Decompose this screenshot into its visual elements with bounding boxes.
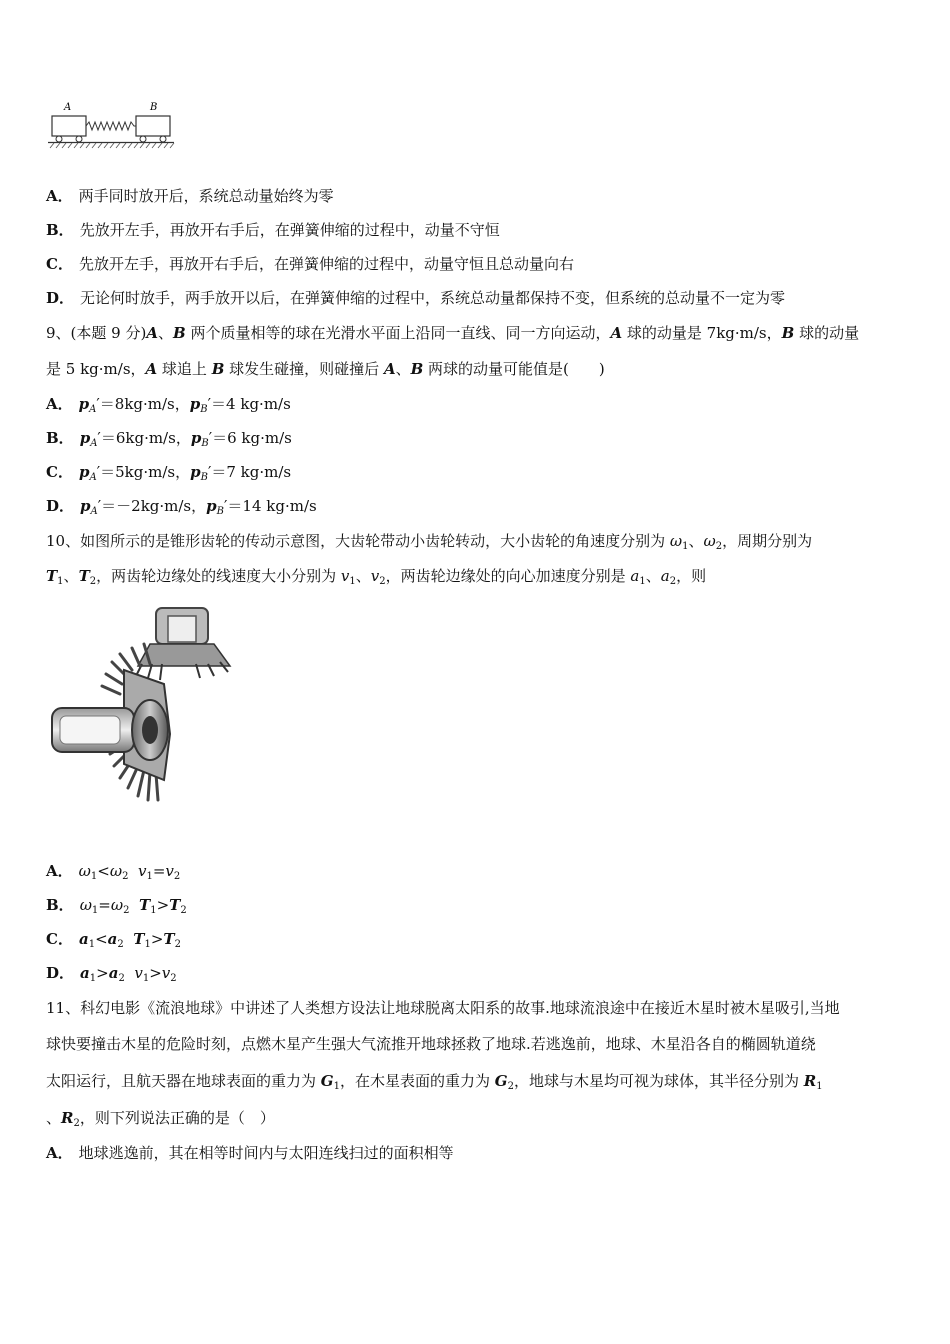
q9-stem-line1: 9、(本题 9 分)A、B 两个质量相等的球在光滑水平面上沿同一直线、同一方向运动，A 球的动量是 7kg·m/s，B 球的动量 — [46, 324, 860, 342]
q10-option-c: C． $a_1<a_2$ $T_1>T_2$ — [46, 930, 181, 950]
q8-option-d: D． 无论何时放手，两手放开以后，在弹簧伸缩的过程中，系统总动量都保持不变，但系统的总动量不一定为零 — [46, 289, 786, 307]
q8-option-c: C． 先放开左手，再放开右手后，在弹簧伸缩的过程中，动量守恒且总动量向右 — [46, 255, 574, 273]
bevel-gear-figure — [46, 604, 236, 830]
q9-stem-line2: 是 5 kg·m/s，A 球追上 B 球发生碰撞，则碰撞后 A、B 两球的动量可能值是( ) — [46, 360, 605, 378]
carts-spring-figure — [44, 98, 179, 150]
q10-option-d: D． $a_1>a_2$ $v_1>v_2$ — [46, 964, 177, 984]
q10-stem-line1: 10、如图所示的是锥形齿轮的传动示意图，大齿轮带动小齿轮转动，大小齿轮的角速度分别为 $\omega_1$、$\omega_2$，周期分别为 — [46, 532, 813, 552]
q9-option-b: B． $p_A'=6kg\cdot m/s$，$p_B'=6$ kg·m/s — [46, 429, 292, 449]
cart-a — [52, 116, 86, 136]
q11-stem-line3: 太阳运行，且航天器在地球表面的重力为 $G_1$，在木星表面的重力为 $G_2$，地球与木星均可视为球体，其半径分别为 $R_1$ — [46, 1072, 823, 1092]
q11-stem-line2: 球快要撞击木星的危险时刻，点燃木星产生强大气流推开地球拯救了地球.若逃逸前，地球、木星沿各自的椭圆轨道绕 — [46, 1035, 816, 1053]
q10-option-a: A． $\omega_1<\omega_2$ $v_1=v_2$ — [46, 862, 181, 882]
q9-option-a: A． $p_A'=8kg\cdot m/s$，$p_B'=4$ kg·m/s — [46, 395, 291, 415]
q11-stem-line1: 11、科幻电影《流浪地球》中讲述了人类想方设法让地球脱离太阳系的故事.地球流浪途中在接近木星时被木星吸引,当地 — [46, 999, 840, 1017]
q11-option-a: A． 地球逃逸前，其在相等时间内与太阳连线扫过的面积相等 — [46, 1144, 454, 1162]
q10-option-b: B． $\omega_1=\omega_2$ $T_1>T_2$ — [46, 896, 187, 916]
q8-option-a: A． 两手同时放开后，系统总动量始终为零 — [46, 187, 334, 205]
q11-stem-line4: 、$R_2$，则下列说法正确的是（ ） — [46, 1109, 275, 1129]
cart-a-label: A — [64, 102, 72, 113]
cart-b-label: B — [150, 102, 158, 113]
small-gear — [136, 608, 230, 680]
q10-stem-line2: $T_1$、$T_2$，两齿轮边缘处的线速度大小分别为 $v_1$、$v_2$，两齿轮边缘处的向心加速度分别是 $a_1$、$a_2$，则 — [46, 567, 707, 587]
cart-b — [136, 116, 170, 136]
spring — [86, 122, 136, 130]
q9-option-c: C． $p_A'=5kg\cdot m/s$，$p_B'=7$ kg·m/s — [46, 463, 292, 483]
q8-option-b: B． 先放开左手，再放开右手后，在弹簧伸缩的过程中，动量不守恒 — [46, 221, 500, 239]
q9-option-d: D． $p_A'=-2kg\cdot m/s$，$p_B'=14$ kg·m/s — [46, 497, 317, 517]
